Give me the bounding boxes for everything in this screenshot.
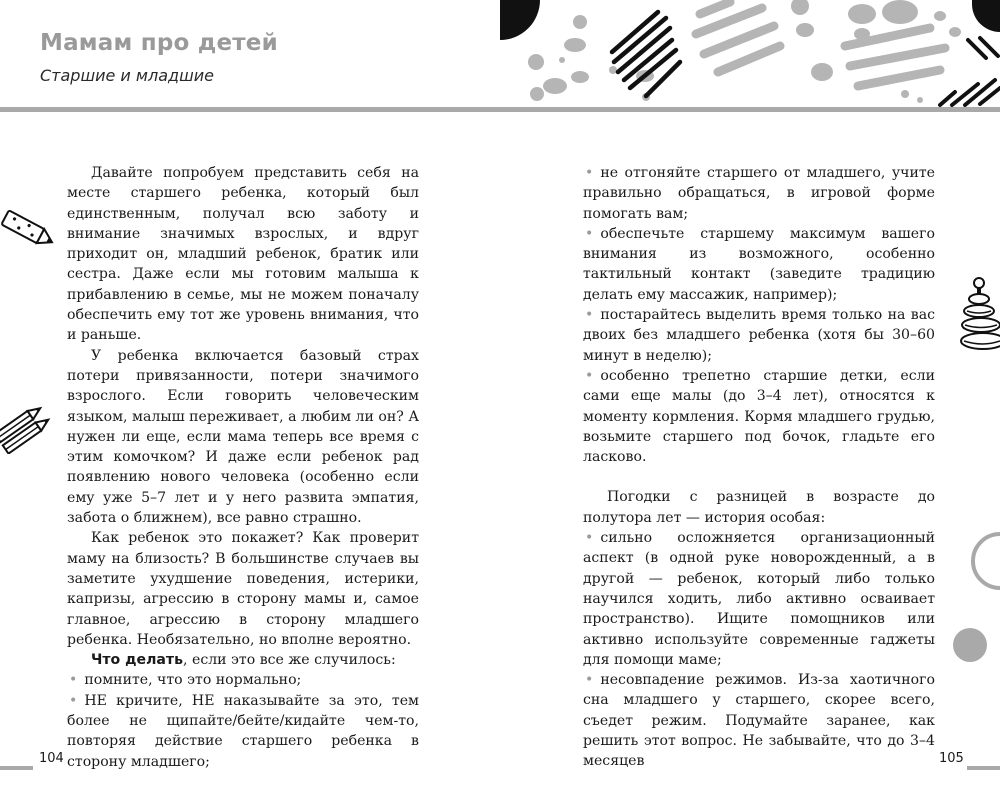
footer-rule-right xyxy=(967,766,1000,770)
abstract-header-decoration xyxy=(500,0,1000,107)
left-page-body xyxy=(67,163,419,772)
list-item: • постарайтесь выделить время только на вас двоих без младшего ребенка (хотя бы 30–60 минут в неделю); xyxy=(583,305,935,366)
page-number-left: 104 xyxy=(39,751,64,766)
paragraph: Погодки с разницей в возрасте до полутора лет — история особая: xyxy=(583,489,935,526)
what-to-do-rest: , если это все же случилось: xyxy=(183,652,396,669)
footer-rule-left xyxy=(0,766,33,770)
list-item: • особенно трепетно старшие детки, если сами еще малы (до 3–4 лет), относятся к моменту кормления. Кормя младшего грудью, возьмите старшего под бочок, гладьте его ласково. xyxy=(583,366,935,467)
paragraph: Как ребенок это покажет? Как проверит маму на близость? В большинстве случаев вы заметите ухудшение поведения, истерики, капризы, агрессию в сторону мамы и, самое главное, агрессию в сторону младшего ребенка. Необязательно, но вполне вероятно. xyxy=(67,530,419,648)
list-item: • сильно осложняется организационный аспект (в одной руке новорожденный, а в другой — ребенок, который либо только научился ходить, либо активно осваивает пространство). Ищите помощников или активно используйте современные гаджеты для помощи маме; xyxy=(583,528,935,670)
what-to-do-lead xyxy=(67,650,419,670)
paragraph: У ребенка включается базовый страх потери привязанности, потери значимого взрослого. Если говорить человеческим языком, малыш переживает, а любим ли он? А нужен ли еще, если мама теперь все время с этим комочком? И даже если ребенок рад появлению нового человека (особенно если ему уже 5–7 лет и у него развита эмпатия, забота о ближнем), все равно страшно. xyxy=(67,347,419,527)
list-item: • обеспечьте старшему максимум вашего внимания из возможного, особенно тактильный контакт (заведите традицию делать ему массажик, например); xyxy=(583,224,935,305)
header-rule xyxy=(0,107,1000,112)
pencil-icon xyxy=(0,205,58,255)
list-item: • несовпадение режимов. Из-за хаотичного сна младшего у старшего, скорее всего, съедет режим. Подумайте заранее, как решить этот вопрос. Не забывайте, что до 3–4 месяцев xyxy=(583,670,935,771)
crossed-pencils-icon xyxy=(0,398,54,454)
running-header-title: Мамам про детей xyxy=(40,30,278,56)
list-item: • НЕ кричите, НЕ наказывайте за это, тем более не щипайте/бейте/кидайте чем-то, повторяя действие старшего ребенка в сторону младшего; xyxy=(67,691,419,772)
stacking-ring-toy-icon xyxy=(955,275,1000,355)
page-number-right: 105 xyxy=(939,751,964,766)
right-page-body xyxy=(583,163,935,772)
list-item: • помните, что это нормально; xyxy=(67,670,419,690)
list-item: • не отгоняйте старшего от младшего, учите правильно обращаться, в игровой форме помогать вам; xyxy=(583,163,935,224)
running-header-subtitle: Старшие и младшие xyxy=(40,66,214,85)
paragraph: Давайте попробуем представить себя на месте старшего ребенка, который был единственным, получал всю заботу и внимание значимых взрослых, и вдруг приходит он, младший ребенок, братик или сестра. Даже если мы готовим малыша к прибавлению в семье, мы не можем поначалу обеспечить ему тот же уровень внимания, что и раньше. xyxy=(67,165,419,344)
what-to-do-label: Что делать xyxy=(91,652,184,669)
ring-outline-decoration xyxy=(968,530,1000,592)
gray-dot-decoration xyxy=(950,625,990,665)
